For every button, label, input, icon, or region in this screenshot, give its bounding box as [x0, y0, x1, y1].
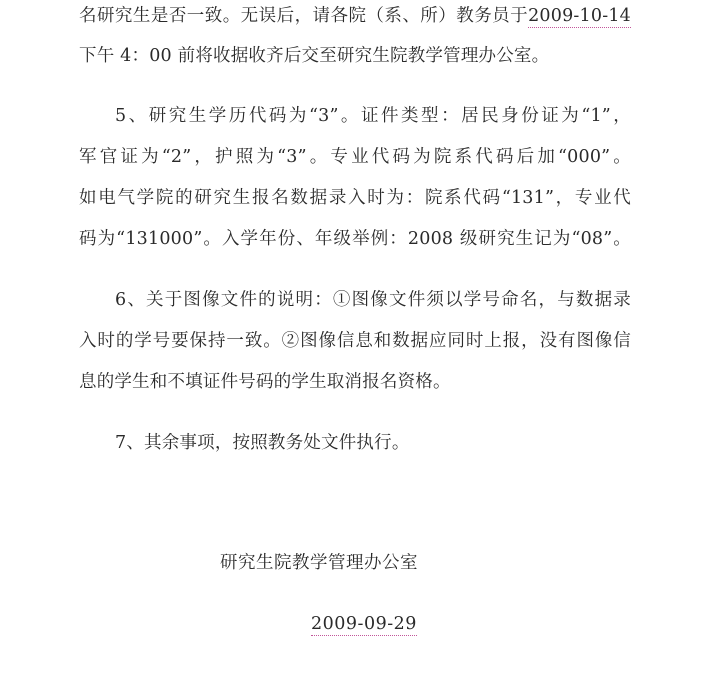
- paragraph-4-line-1: [79, 4, 631, 28]
- paragraph-4-line-2: 下午 4：00 前将收据收齐后交至研究生院教学管理办公室。: [79, 46, 550, 66]
- paragraph-6-line-1: 6、关于图像文件的说明：①图像文件须以学号命名，与数据录: [115, 290, 631, 310]
- paragraph-6-line-3: 息的学生和不填证件号码的学生取消报名资格。: [79, 372, 451, 392]
- paragraph-5-line-4: 码为“131000”。入学年份、年级举例：2008 级研究生记为“08”。: [79, 229, 631, 249]
- paragraph-5-line-2: 军官证为“2”，护照为“3”。专业代码为院系代码后加“000”。: [79, 147, 631, 167]
- paragraph-5-line-3: 如电气学院的研究生报名数据录入时为：院系代码“131”，专业代: [79, 188, 631, 208]
- deadline-date: 2009-10-14: [528, 6, 631, 26]
- signature-date: 2009-09-29: [311, 614, 417, 634]
- paragraph-4-text: 名研究生是否一致。无误后，请各院（系、所）教务员于: [79, 6, 529, 26]
- paragraph-7: 7、其余事项，按照教务处文件执行。: [115, 433, 410, 453]
- paragraph-5-line-1: 5、研究生学历代码为“3”。证件类型：居民身份证为“1”，: [115, 106, 631, 126]
- signature-office: 研究生院教学管理办公室: [220, 553, 418, 573]
- paragraph-6-line-2: 入时的学号要保持一致。②图像信息和数据应同时上报，没有图像信: [79, 331, 631, 351]
